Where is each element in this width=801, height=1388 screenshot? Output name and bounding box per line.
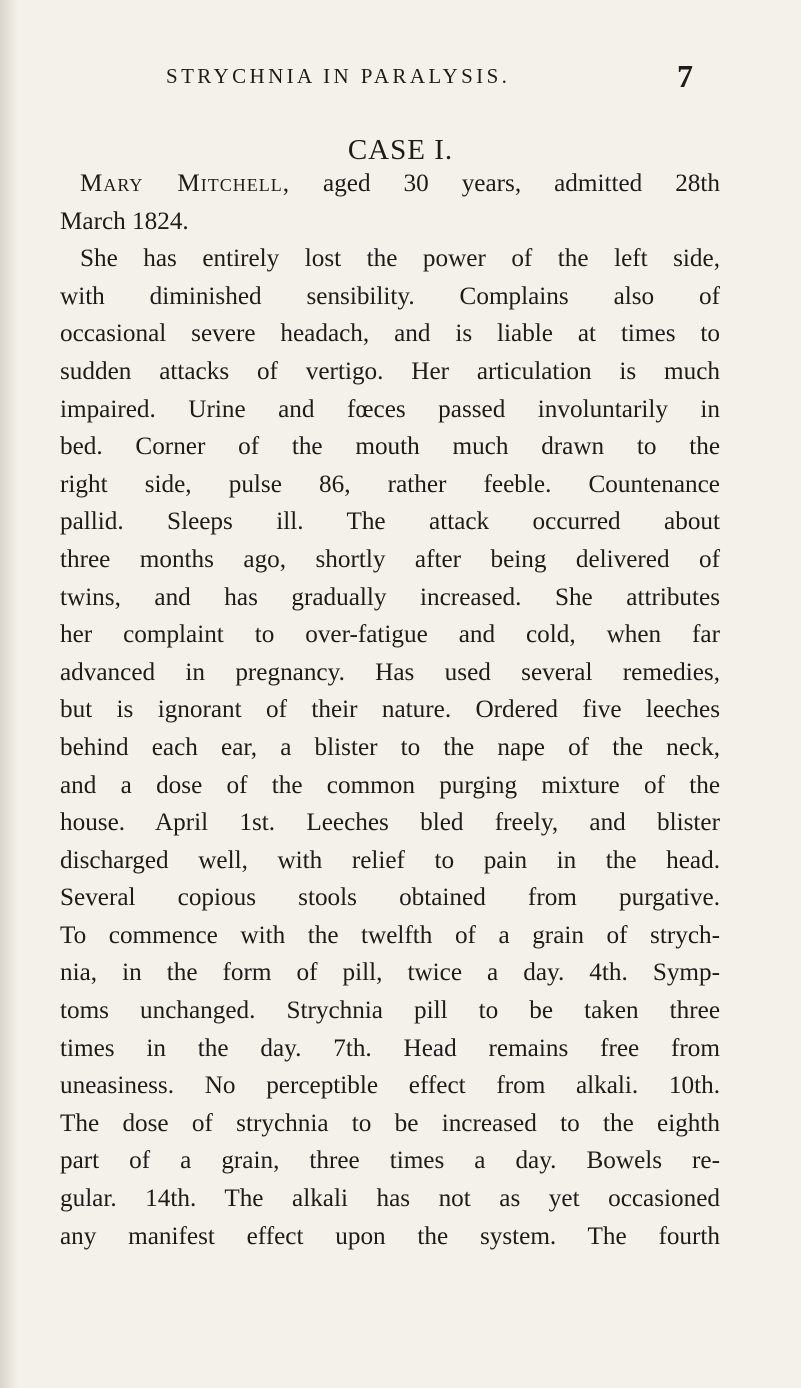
- text-line: impaired. Urine and fœces passed involuntarily in: [60, 395, 720, 423]
- text-line: right side, pulse 86, rather feeble. Countenance: [60, 470, 720, 498]
- text-line-content: aged 30 years, admitted 28th: [290, 170, 720, 197]
- text-line: any manifest effect upon the system. The fourth: [60, 1222, 720, 1250]
- text-line: but is ignorant of their nature. Ordered five leeches: [60, 696, 720, 724]
- text-line: her complaint to over-fatigue and cold, when far: [60, 621, 720, 649]
- running-title: STRYCHNIA IN PARALYSIS.: [166, 64, 511, 88]
- text-line: [60, 165, 720, 203]
- text-line: pallid. Sleeps ill. The attack occurred about: [60, 508, 720, 536]
- text-line: advanced in pregnancy. Has used several remedies,: [60, 658, 720, 686]
- text-line: times in the day. 7th. Head remains free from: [60, 1034, 720, 1062]
- text-line: and a dose of the common purging mixture of the: [60, 771, 720, 799]
- text-line: three months ago, shortly after being delivered of: [60, 545, 720, 573]
- case-body: [60, 165, 720, 1255]
- case-heading: CASE I.: [347, 134, 454, 166]
- gutter-shadow: [0, 0, 18, 1388]
- text-line: toms unchanged. Strychnia pill to be taken three: [60, 997, 720, 1025]
- text-line: twins, and has gradually increased. She attributes: [60, 583, 720, 611]
- text-line: house. April 1st. Leeches bled freely, and blister: [60, 809, 720, 837]
- text-line: Several copious stools obtained from purgative.: [60, 884, 720, 912]
- text-line: gular. 14th. The alkali has not as yet occasioned: [60, 1185, 720, 1213]
- text-line: with diminished sensibility. Complains also of: [60, 282, 720, 310]
- text-line: To commence with the twelfth of a grain of strych-: [60, 921, 720, 949]
- running-head: [0, 58, 801, 98]
- patient-name: Mary Mitchell,: [80, 170, 291, 197]
- text-line: bed. Corner of the mouth much drawn to the: [60, 433, 720, 461]
- text-line: occasional severe headach, and is liable at times to: [60, 320, 720, 348]
- text-line: behind each ear, a blister to the nape of the neck,: [60, 733, 720, 761]
- text-line: discharged well, with relief to pain in the head.: [60, 846, 720, 874]
- text-line: part of a grain, three times a day. Bowels re-: [60, 1147, 720, 1175]
- text-line: The dose of strychnia to be increased to the eighth: [60, 1109, 720, 1137]
- text-line: nia, in the form of pill, twice a day. 4th. Symp-: [60, 959, 720, 987]
- text-line: She has entirely lost the power of the left side,: [80, 245, 720, 273]
- text-line: uneasiness. No perceptible effect from alkali. 10th.: [60, 1072, 720, 1100]
- text-line: March 1824.: [60, 207, 189, 235]
- text-line: sudden attacks of vertigo. Her articulation is much: [60, 357, 720, 385]
- page-number: 7: [677, 58, 693, 94]
